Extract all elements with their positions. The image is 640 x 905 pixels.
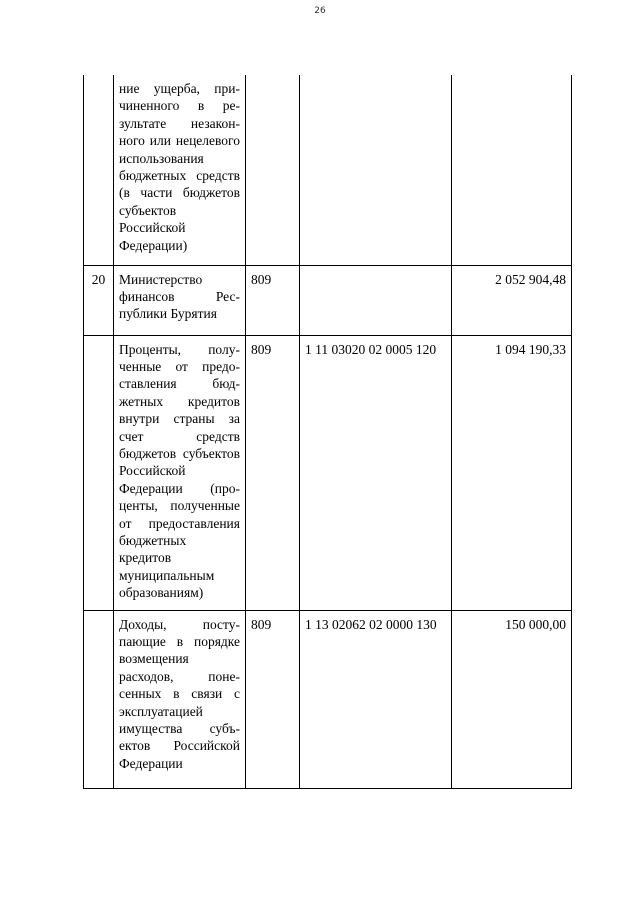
table-row	[84, 75, 572, 265]
row-number-cell	[84, 75, 114, 265]
revenue-name-cell: Министерство финансов Республики Бурятия	[114, 265, 246, 335]
admin-code-cell	[246, 75, 300, 265]
budget-table	[83, 75, 572, 789]
row-number-cell	[84, 335, 114, 610]
row-number-cell: 20	[84, 265, 114, 335]
admin-code-cell: 809	[246, 265, 300, 335]
admin-code-cell: 809	[246, 335, 300, 610]
budget-classification-code-cell: 1 11 03020 02 0005 120	[300, 335, 452, 610]
budget-classification-code-cell	[300, 75, 452, 265]
page-number: 26	[314, 6, 326, 16]
amount-cell: 1 094 190,33	[452, 335, 572, 610]
table-row	[84, 265, 572, 335]
table-row	[84, 610, 572, 788]
amount-cell: 2 052 904,48	[452, 265, 572, 335]
table-row	[84, 335, 572, 610]
row-number-cell	[84, 610, 114, 788]
amount-cell	[452, 75, 572, 265]
revenue-name-cell: ние ущерба, причиненного в результате незаконного или нецелевого использования бюджетных средств (в части бюджетов субъектов Российской Федерации)	[114, 75, 246, 265]
revenue-name-cell: Проценты, полученные от предоставления бюджетных кредитов внутри страны за счет средств бюджетов субъектов Российской Федерации (проценты, полученные от предоставления бюджетных кредитов муниципальным образованиям)	[114, 335, 246, 610]
amount-cell: 150 000,00	[452, 610, 572, 788]
budget-classification-code-cell	[300, 265, 452, 335]
revenue-name-cell: Доходы, поступающие в порядке возмещения расходов, понесенных в связи с эксплуатацией имущества субъектов Российской Федерации	[114, 610, 246, 788]
budget-classification-code-cell: 1 13 02062 02 0000 130	[300, 610, 452, 788]
admin-code-cell: 809	[246, 610, 300, 788]
